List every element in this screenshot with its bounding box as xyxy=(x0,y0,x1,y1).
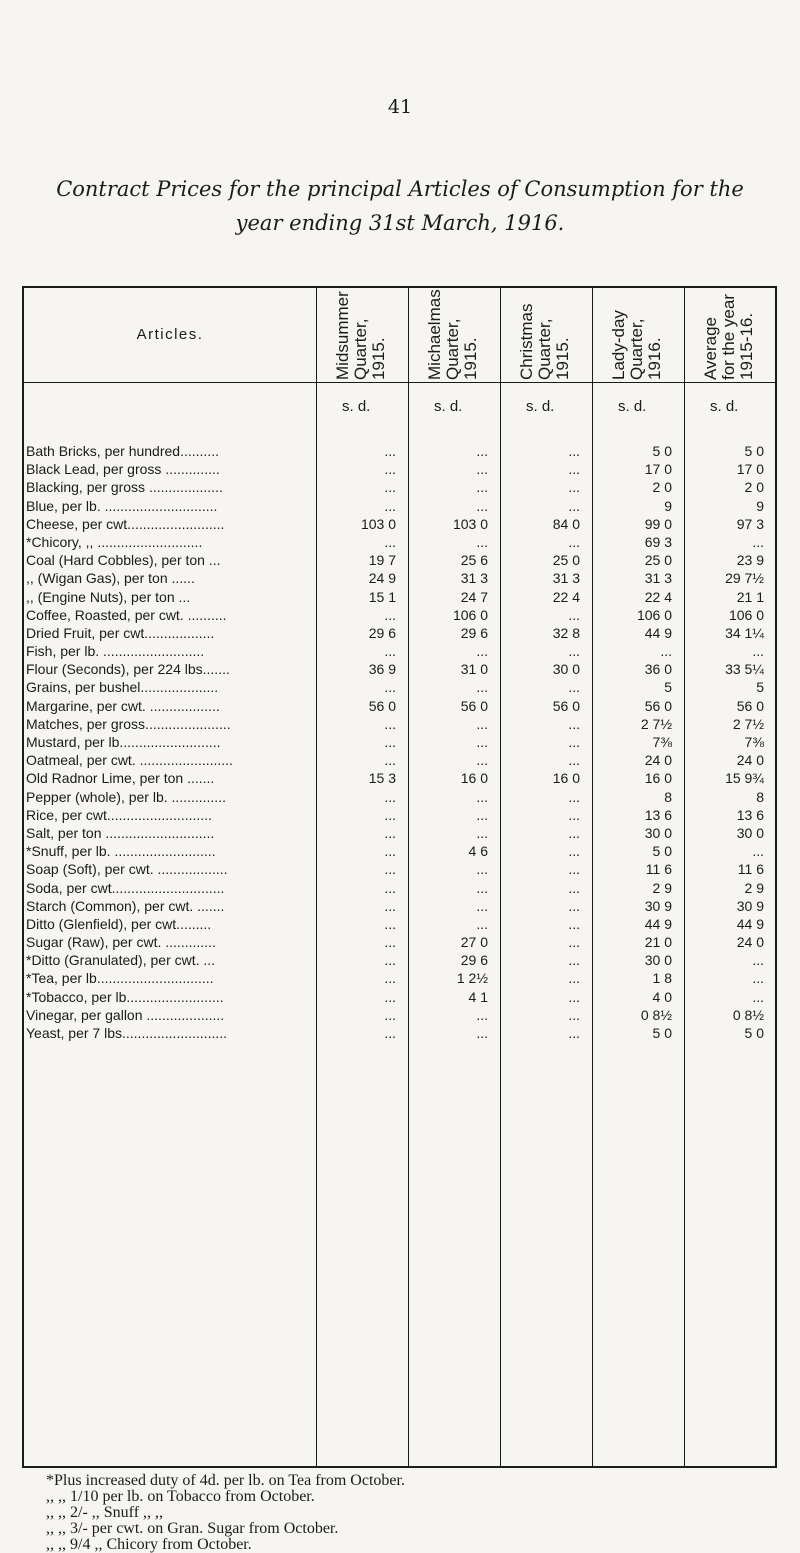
price-cell: ... xyxy=(568,752,580,769)
price-cell: 8 xyxy=(756,788,764,805)
price-cell: ... xyxy=(384,952,396,969)
title-line-2: year ending 31st March, 1916. xyxy=(235,211,565,235)
price-cell: 11 6 xyxy=(737,861,764,878)
article-name: Soap (Soft), per cwt. .................. xyxy=(26,861,228,878)
price-cell: 5 xyxy=(756,679,764,696)
price-cell: ... xyxy=(568,915,580,932)
price-cell: 5 0 xyxy=(744,1025,764,1041)
price-cell: ... xyxy=(476,715,488,732)
price-cell: 2 9 xyxy=(744,879,764,896)
price-cell: ... xyxy=(476,643,488,660)
price-cell: 30 0 xyxy=(644,952,672,969)
price-cell: 33 5¼ xyxy=(725,661,764,678)
price-cell: 99 0 xyxy=(644,515,672,532)
price-cell: ... xyxy=(384,533,396,550)
article-name: Dried Fruit, per cwt.................. xyxy=(26,624,215,641)
table-row xyxy=(24,697,775,715)
article-name: Fish, per lb. .......................... xyxy=(26,643,205,660)
article-name: Old Radnor Lime, per ton ....... xyxy=(26,770,215,787)
price-cell: 84 0 xyxy=(552,515,580,532)
price-cell: ... xyxy=(568,533,580,550)
price-cell: ... xyxy=(476,824,488,841)
price-cell: 56 0 xyxy=(368,697,396,714)
price-cell: 2 7½ xyxy=(732,715,764,732)
price-cell: ... xyxy=(660,643,672,660)
table-row xyxy=(24,606,775,624)
article-name: Yeast, per 7 lbs........................... xyxy=(26,1025,228,1041)
table-row xyxy=(24,897,775,915)
price-cell: 2 9 xyxy=(652,879,672,896)
price-cell: ... xyxy=(476,461,488,478)
table-row xyxy=(24,860,775,878)
price-cell: 44 9 xyxy=(644,624,672,641)
price-cell: ... xyxy=(476,443,488,459)
price-cell: 5 0 xyxy=(652,1025,672,1041)
price-cell: ... xyxy=(476,897,488,914)
table-row xyxy=(24,460,775,478)
price-cell: 2 0 xyxy=(652,479,672,496)
price-cell: ... xyxy=(476,1006,488,1023)
article-name: ,, (Wigan Gas), per ton ...... xyxy=(26,570,195,587)
price-cell: 56 0 xyxy=(552,697,580,714)
price-cell: ... xyxy=(384,497,396,514)
units-label: s. d. xyxy=(434,398,463,415)
price-cell: 4 6 xyxy=(468,843,488,860)
price-cell: ... xyxy=(384,479,396,496)
header-rule xyxy=(24,382,775,383)
price-cell: ... xyxy=(476,1025,488,1041)
header-average: Average for the year 1915-16. xyxy=(701,294,756,380)
price-cell: ... xyxy=(384,988,396,1005)
price-cell: 24 7 xyxy=(460,588,488,605)
price-cell: 1 8 xyxy=(652,970,672,987)
table-row xyxy=(24,879,775,897)
price-cell: 30 9 xyxy=(736,897,764,914)
price-cell: ... xyxy=(476,734,488,750)
article-name: Rice, per cwt........................... xyxy=(26,806,212,823)
price-cell: ... xyxy=(568,843,580,860)
price-cell: 30 0 xyxy=(644,824,672,841)
price-cell: ... xyxy=(476,879,488,896)
price-cell: 17 0 xyxy=(736,461,764,478)
price-cell: ... xyxy=(384,843,396,860)
price-cell: ... xyxy=(568,897,580,914)
price-cell: 29 7½ xyxy=(725,570,764,587)
header-lady-day: Lady-day Quarter, 1916. xyxy=(609,310,664,380)
price-cell: ... xyxy=(568,443,580,459)
article-name: Vinegar, per gallon .................... xyxy=(26,1006,225,1023)
price-cell: 44 9 xyxy=(736,915,764,932)
price-cell: 15 1 xyxy=(368,588,396,605)
price-cell: 9 xyxy=(756,497,764,514)
price-cell: 24 9 xyxy=(368,570,396,587)
article-name: *Chicory, ,, ........................... xyxy=(26,533,203,550)
units-label: s. d. xyxy=(526,398,555,415)
price-cell: 13 6 xyxy=(736,806,764,823)
price-cell: ... xyxy=(476,788,488,805)
article-name: Matches, per gross...................... xyxy=(26,715,231,732)
title-line-1: Contract Prices for the principal Articles of Consumption for the xyxy=(56,177,744,201)
price-cell: 0 8½ xyxy=(732,1006,764,1023)
price-cell: ... xyxy=(568,952,580,969)
table-row xyxy=(24,442,775,460)
price-cell: ... xyxy=(384,879,396,896)
price-cell: 36 0 xyxy=(644,661,672,678)
table-row xyxy=(24,1024,775,1042)
price-cell: 31 0 xyxy=(460,661,488,678)
price-cell: ... xyxy=(476,679,488,696)
articles-header: Articles. xyxy=(136,326,204,343)
price-cell: ... xyxy=(568,461,580,478)
price-cell: 5 0 xyxy=(652,843,672,860)
price-cell: 29 6 xyxy=(368,624,396,641)
price-cell: ... xyxy=(752,952,764,969)
price-cell: ... xyxy=(476,752,488,769)
footnotes xyxy=(46,1473,405,1553)
price-cell: 5 0 xyxy=(744,443,764,459)
price-cell: 7⅜ xyxy=(652,734,672,750)
price-cell: 1 2½ xyxy=(456,970,488,987)
article-name: Oatmeal, per cwt. ........................ xyxy=(26,752,233,769)
price-cell: 69 3 xyxy=(644,533,672,550)
price-cell: 2 0 xyxy=(744,479,764,496)
header-christmas: Christmas Quarter, 1915. xyxy=(517,303,572,380)
price-cell: ... xyxy=(568,643,580,660)
price-cell: 25 0 xyxy=(552,552,580,569)
price-cell: ... xyxy=(476,915,488,932)
price-cell: 103 0 xyxy=(452,515,488,532)
price-cell: ... xyxy=(568,970,580,987)
price-cell: 13 6 xyxy=(644,806,672,823)
price-cell: ... xyxy=(384,443,396,459)
price-cell: ... xyxy=(752,533,764,550)
table-row xyxy=(24,1006,775,1024)
price-cell: ... xyxy=(384,715,396,732)
price-cell: 0 8½ xyxy=(640,1006,672,1023)
footnote-line: ,, ,, 1/10 per lb. on Tobacco from October. xyxy=(46,1488,315,1505)
price-cell: 29 6 xyxy=(460,624,488,641)
article-name: Blacking, per gross ................... xyxy=(26,479,223,496)
price-cell: 24 0 xyxy=(644,752,672,769)
price-cell: 23 9 xyxy=(736,552,764,569)
table-body xyxy=(24,442,775,1042)
price-cell: ... xyxy=(568,1025,580,1041)
table-row xyxy=(24,933,775,951)
price-cell: ... xyxy=(752,988,764,1005)
page-number: 41 xyxy=(387,96,413,118)
article-name: Margarine, per cwt. .................. xyxy=(26,697,220,714)
article-name: Flour (Seconds), per 224 lbs....... xyxy=(26,661,230,678)
article-name: *Tobacco, per lb......................... xyxy=(26,988,224,1005)
table-row xyxy=(24,624,775,642)
price-cell: ... xyxy=(384,897,396,914)
price-cell: 103 0 xyxy=(360,515,396,532)
price-cell: 4 1 xyxy=(468,988,488,1005)
page-title xyxy=(0,172,800,240)
price-cell: 11 6 xyxy=(645,861,672,878)
price-cell: ... xyxy=(568,879,580,896)
price-cell: ... xyxy=(476,861,488,878)
price-cell: 16 0 xyxy=(460,770,488,787)
units-label: s. d. xyxy=(710,398,739,415)
price-cell: 25 0 xyxy=(644,552,672,569)
price-cell: ... xyxy=(384,806,396,823)
price-cell: 22 4 xyxy=(644,588,672,605)
table-row xyxy=(24,478,775,496)
price-cell: 31 3 xyxy=(644,570,672,587)
price-cell: ... xyxy=(568,1006,580,1023)
article-name: Mustard, per lb.......................... xyxy=(26,734,221,750)
table-row xyxy=(24,497,775,515)
table-row xyxy=(24,969,775,987)
table-row xyxy=(24,951,775,969)
table-row xyxy=(24,806,775,824)
price-cell: 31 3 xyxy=(552,570,580,587)
footnote-line: ,, ,, 2/- ,, Snuff ,, ,, xyxy=(46,1504,164,1521)
price-cell: 19 7 xyxy=(368,552,396,569)
price-cell: 106 0 xyxy=(728,606,764,623)
price-cell: 36 9 xyxy=(368,661,396,678)
price-cell: ... xyxy=(476,806,488,823)
article-name: Sugar (Raw), per cwt. ............. xyxy=(26,934,216,951)
price-cell: ... xyxy=(568,788,580,805)
price-cell: ... xyxy=(568,806,580,823)
price-cell: 16 0 xyxy=(644,770,672,787)
units-label: s. d. xyxy=(618,398,647,415)
table-row xyxy=(24,551,775,569)
price-cell: 34 1¼ xyxy=(725,624,764,641)
footnote-line: ,, ,, 3/- per cwt. on Gran. Sugar from October. xyxy=(46,1520,339,1537)
price-cell: ... xyxy=(568,934,580,951)
price-cell: ... xyxy=(384,643,396,660)
units-label: s. d. xyxy=(342,398,371,415)
price-cell: ... xyxy=(384,1025,396,1041)
price-cell: ... xyxy=(568,679,580,696)
price-cell: ... xyxy=(568,861,580,878)
price-cell: 24 0 xyxy=(736,752,764,769)
table-row xyxy=(24,824,775,842)
price-cell: ... xyxy=(384,824,396,841)
price-cell: 106 0 xyxy=(636,606,672,623)
price-cell: 25 6 xyxy=(460,552,488,569)
price-cell: 15 3 xyxy=(368,770,396,787)
price-cell: ... xyxy=(568,824,580,841)
price-cell: 24 0 xyxy=(736,934,764,951)
price-cell: ... xyxy=(476,479,488,496)
price-cell: 8 xyxy=(664,788,672,805)
table-row xyxy=(24,788,775,806)
table-row xyxy=(24,515,775,533)
article-name: ,, (Engine Nuts), per ton ... xyxy=(26,588,191,605)
price-cell: ... xyxy=(568,497,580,514)
price-cell: ... xyxy=(568,715,580,732)
price-cell: 7⅜ xyxy=(744,734,764,750)
price-cell: 44 9 xyxy=(644,915,672,932)
price-cell: 30 0 xyxy=(736,824,764,841)
price-cell: ... xyxy=(476,497,488,514)
price-cell: 30 0 xyxy=(552,661,580,678)
price-cell: 9 xyxy=(664,497,672,514)
article-name: Coffee, Roasted, per cwt. .......... xyxy=(26,606,227,623)
article-name: *Ditto (Granulated), per cwt. ... xyxy=(26,952,216,969)
price-cell: 30 9 xyxy=(644,897,672,914)
table-row xyxy=(24,569,775,587)
price-cell: ... xyxy=(384,934,396,951)
article-name: Black Lead, per gross .............. xyxy=(26,461,220,478)
header-michaelmas: Michaelmas Quarter, 1915. xyxy=(425,289,480,380)
table-row xyxy=(24,642,775,660)
article-name: Coal (Hard Cobbles), per ton ... xyxy=(26,552,221,569)
price-cell: 32 8 xyxy=(552,624,580,641)
price-cell: ... xyxy=(568,988,580,1005)
price-cell: 2 7½ xyxy=(640,715,672,732)
price-cell: 106 0 xyxy=(452,606,488,623)
article-name: Pepper (whole), per lb. .............. xyxy=(26,788,226,805)
price-cell: ... xyxy=(752,843,764,860)
footnote-line: ,, ,, 9/4 ,, Chicory from October. xyxy=(46,1536,252,1553)
price-cell: ... xyxy=(384,1006,396,1023)
article-name: Grains, per bushel.................... xyxy=(26,679,219,696)
price-cell: 4 0 xyxy=(652,988,672,1005)
table-row xyxy=(24,588,775,606)
article-name: Ditto (Glenfield), per cwt......... xyxy=(26,915,212,932)
price-cell: 16 0 xyxy=(552,770,580,787)
price-cell: 31 3 xyxy=(460,570,488,587)
article-name: Starch (Common), per cwt. ....... xyxy=(26,897,225,914)
footnote-line: *Plus increased duty of 4d. per lb. on Tea from October. xyxy=(46,1472,405,1489)
price-cell: ... xyxy=(384,788,396,805)
price-cell: ... xyxy=(476,533,488,550)
table-row xyxy=(24,915,775,933)
article-name: Cheese, per cwt......................... xyxy=(26,515,225,532)
price-cell: ... xyxy=(752,643,764,660)
price-cell: 29 6 xyxy=(460,952,488,969)
article-name: Soda, per cwt............................. xyxy=(26,879,225,896)
price-table xyxy=(22,286,777,1468)
table-row xyxy=(24,678,775,696)
table-row xyxy=(24,842,775,860)
price-cell: ... xyxy=(384,679,396,696)
article-name: Blue, per lb. ............................. xyxy=(26,497,218,514)
price-cell: ... xyxy=(384,461,396,478)
price-cell: 56 0 xyxy=(460,697,488,714)
price-cell: 15 9¾ xyxy=(725,770,764,787)
table-row xyxy=(24,988,775,1006)
article-name: Bath Bricks, per hundred.......... xyxy=(26,443,219,459)
header-midsummer: Midsummer Quarter, 1915. xyxy=(333,291,388,380)
price-cell: 22 4 xyxy=(552,588,580,605)
price-cell: ... xyxy=(384,970,396,987)
price-cell: ... xyxy=(384,752,396,769)
price-cell: ... xyxy=(384,915,396,932)
table-row xyxy=(24,533,775,551)
price-cell: 21 0 xyxy=(644,934,672,951)
price-cell: 5 0 xyxy=(652,443,672,459)
article-name: *Snuff, per lb. .......................... xyxy=(26,843,216,860)
price-cell: ... xyxy=(568,734,580,750)
price-cell: ... xyxy=(752,970,764,987)
price-cell: 21 1 xyxy=(736,588,764,605)
table-row xyxy=(24,733,775,751)
price-cell: ... xyxy=(568,479,580,496)
price-cell: 97 3 xyxy=(736,515,764,532)
article-name: Salt, per ton ............................ xyxy=(26,824,215,841)
price-cell: ... xyxy=(384,606,396,623)
table-row xyxy=(24,769,775,787)
table-row xyxy=(24,751,775,769)
price-cell: 5 xyxy=(664,679,672,696)
price-cell: 27 0 xyxy=(460,934,488,951)
table-row xyxy=(24,660,775,678)
article-name: *Tea, per lb.............................. xyxy=(26,970,214,987)
table-row xyxy=(24,715,775,733)
price-cell: ... xyxy=(384,861,396,878)
price-cell: 56 0 xyxy=(644,697,672,714)
price-cell: 56 0 xyxy=(736,697,764,714)
price-cell: ... xyxy=(384,734,396,750)
price-cell: 17 0 xyxy=(644,461,672,478)
price-cell: ... xyxy=(568,606,580,623)
